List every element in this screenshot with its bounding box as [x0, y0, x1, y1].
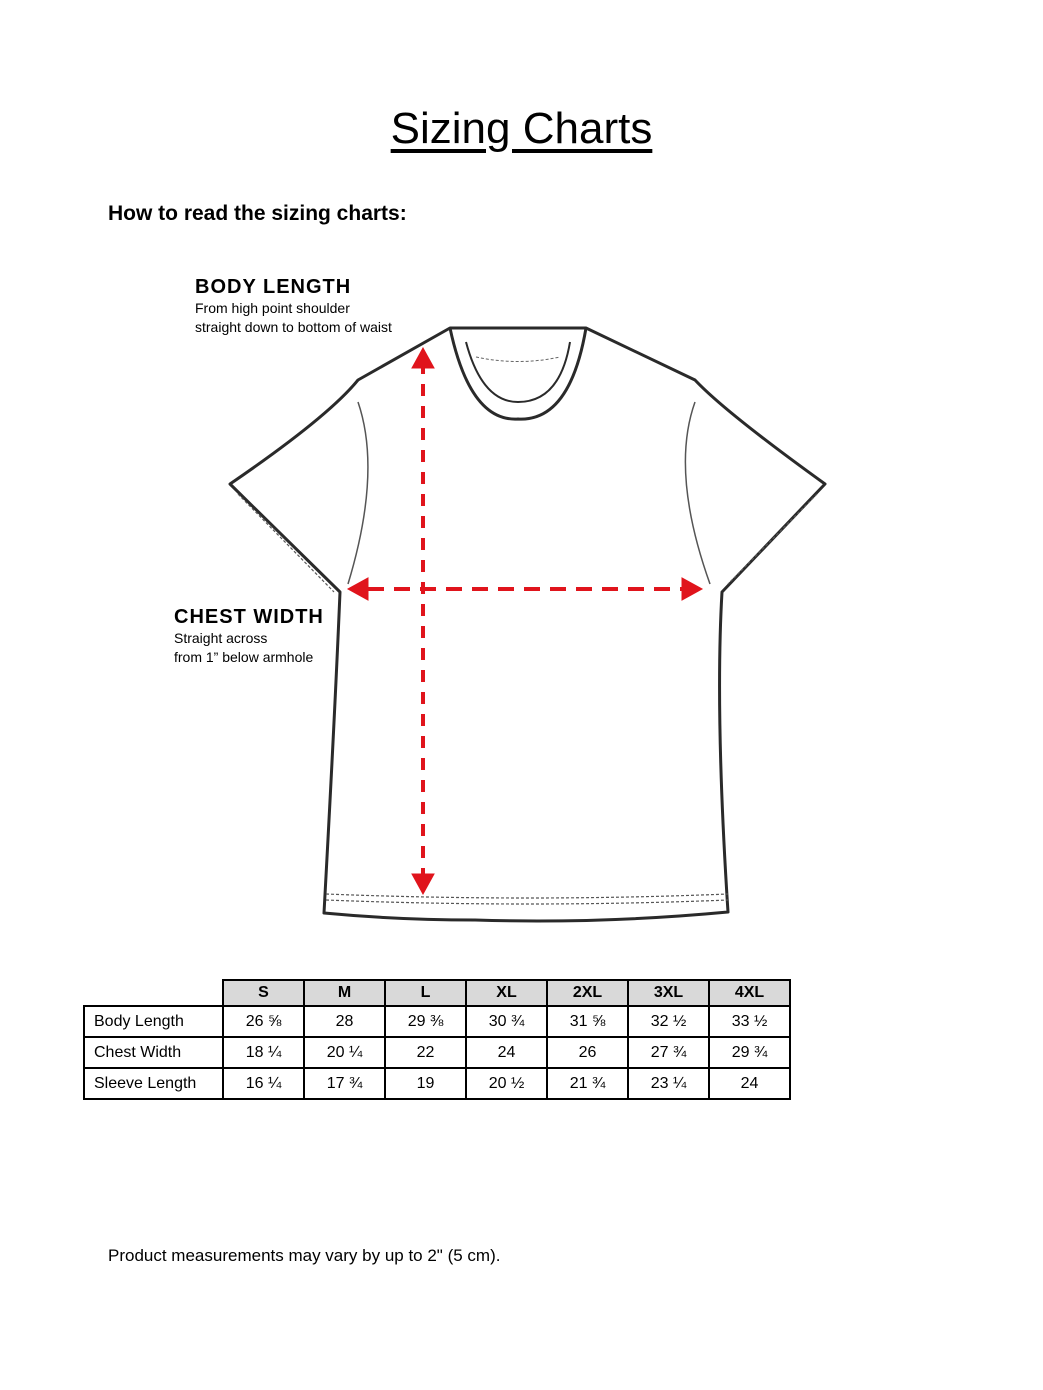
tshirt-measurement-diagram	[150, 262, 850, 942]
table-corner	[84, 980, 223, 1006]
body-length-heading: BODY LENGTH	[195, 276, 352, 298]
chest-width-desc-1: Straight across	[174, 630, 268, 646]
table-cell: 27 ¾	[628, 1037, 709, 1068]
table-cell: 31 ⅝	[547, 1006, 628, 1037]
chest-width-desc-2: from 1” below armhole	[174, 649, 314, 665]
page-title: Sizing Charts	[390, 104, 653, 153]
table-cell: 20 ¼	[304, 1037, 385, 1068]
table-cell: 26 ⅝	[223, 1006, 304, 1037]
table-cell: 24	[709, 1068, 790, 1099]
table-cell: 23 ¼	[628, 1068, 709, 1099]
table-cell: 19	[385, 1068, 466, 1099]
chest-width-heading: CHEST WIDTH	[174, 606, 324, 628]
table-cell: 21 ¾	[547, 1068, 628, 1099]
table-cell: 33 ½	[709, 1006, 790, 1037]
body-length-label	[195, 276, 392, 337]
body-length-desc-2: straight down to bottom of waist	[195, 319, 392, 335]
row-label: Chest Width	[84, 1037, 223, 1068]
table-cell: 18 ¼	[223, 1037, 304, 1068]
table-cell: 28	[304, 1006, 385, 1037]
row-label: Sleeve Length	[84, 1068, 223, 1099]
table-row	[84, 1037, 790, 1068]
column-header: 4XL	[709, 980, 790, 1006]
column-header: L	[385, 980, 466, 1006]
table-cell: 26	[547, 1037, 628, 1068]
table-cell: 20 ½	[466, 1068, 547, 1099]
table-row	[84, 1068, 790, 1099]
tshirt-illustration	[150, 262, 850, 942]
table-row	[84, 1006, 790, 1037]
table-cell: 22	[385, 1037, 466, 1068]
body-length-desc-1: From high point shoulder	[195, 300, 350, 316]
section-heading: How to read the sizing charts:	[108, 202, 407, 225]
table-cell: 30 ¾	[466, 1006, 547, 1037]
column-header: S	[223, 980, 304, 1006]
table-cell: 32 ½	[628, 1006, 709, 1037]
column-header: 3XL	[628, 980, 709, 1006]
column-header: 2XL	[547, 980, 628, 1006]
table-cell: 16 ¼	[223, 1068, 304, 1099]
table-cell: 29 ⅜	[385, 1006, 466, 1037]
table-cell: 24	[466, 1037, 547, 1068]
table-header-row	[84, 980, 790, 1006]
table-cell: 29 ¾	[709, 1037, 790, 1068]
chest-width-label	[174, 606, 324, 667]
row-label: Body Length	[84, 1006, 223, 1037]
size-table	[83, 979, 791, 1100]
column-header: XL	[466, 980, 547, 1006]
column-header: M	[304, 980, 385, 1006]
table-cell: 17 ¾	[304, 1068, 385, 1099]
footnote: Product measurements may vary by up to 2" (5 cm).	[108, 1246, 501, 1265]
